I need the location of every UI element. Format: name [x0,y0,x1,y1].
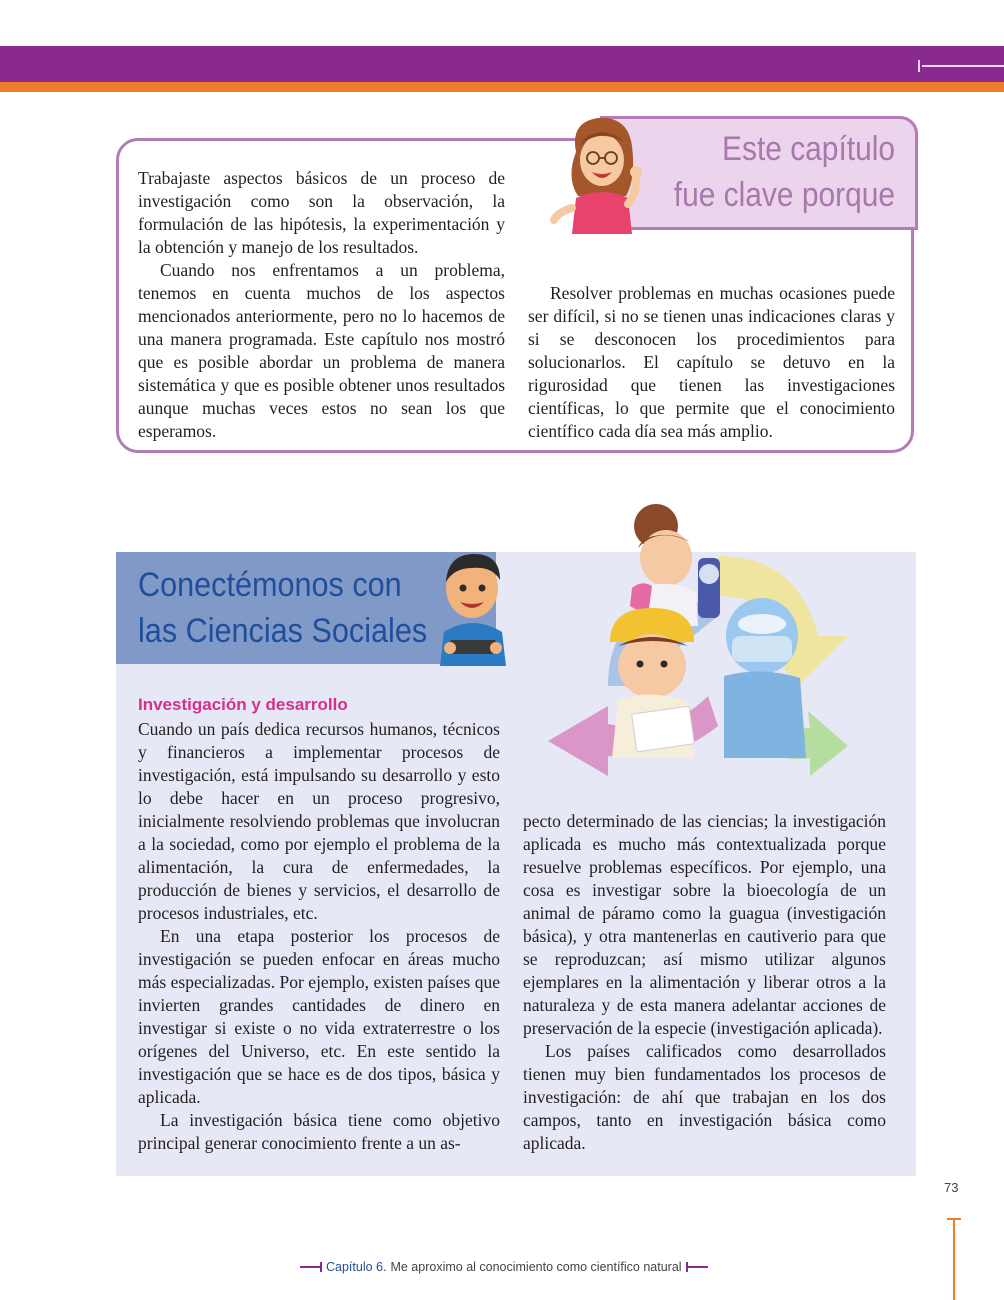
sociales-right-paragraph-1: pecto determinado de las ciencias; la investigación aplicada es mucho más contextualizada porque resuelve problemas específicos. Por ejemplo, una cosa es investigar sobre la bioecología de un animal de páramo como la guagua (investigación básica), y otra mantenerlas en cautiverio para que se reproduzcan; así mismo utilizar algunos ejemplares en la alimentación y liberar otros a la naturaleza y de esta manera adelantar acciones de preservación de la especie (investigación aplicada). [523,811,886,1038]
header-tick-line [922,65,1004,67]
sociales-right-paragraph-2: Los países calificados como desarrollados tienen muy bien fundamentados los procesos de investigación: de ahí que trabajan en los dos campos, tanto en investigación básica como aplicada. [523,1041,886,1153]
page-number: 73 [944,1180,959,1195]
footer-title: Me aproximo al conocimiento como científico natural [390,1260,682,1274]
sociales-right-column [523,810,886,1155]
sociales-subheading: Investigación y desarrollo [138,695,348,714]
sociales-left-paragraph-3: La investigación básica tiene como objetivo principal generar conocimiento frente a un as- [138,1110,500,1153]
footer-chapter: Capítulo 6. [326,1260,387,1274]
side-line [953,1218,955,1300]
clave-title: Este capítulo fue clave porque [673,130,895,214]
header-purple-bar [0,46,1004,82]
clave-left-paragraph-1: Trabajaste aspectos básicos de un proceso de investigación como son la observación, la formulación de las hipótesis, la experimentación y la obtención y manejo de los resultados. [138,168,505,257]
boy-reading-icon [436,548,512,670]
clave-left-paragraph-2: Cuando nos enfrentamos a un problema, tenemos en cuenta muchos de los aspectos mencionados anteriormente, pero no lo hacemos de una manera programada. Este capítulo nos mostró que es posible abordar un problema de manera sistemática y que es posible obtener unos resultados aunque muchas veces estos no sean los que esperamos. [138,260,505,441]
teacher-girl-icon [548,112,658,234]
footer-line-right [686,1266,708,1268]
clave-right-paragraph-1: Resolver problemas en muchas ocasiones puede ser difícil, si no se tienen unas indicaciones claras y si se desconocen los procedimientos para solucionarlos. El capítulo se detuvo en la rigurosidad que tienen las investigaciones científicas, lo que permite que el conocimiento científico cada día sea más amplio. [528,283,895,441]
clave-right-column [528,282,895,443]
sociales-title: Conectémonos con las Ciencias Sociales [138,566,428,650]
sociales-left-column [138,718,500,1155]
sociales-left-paragraph-2: En una etapa posterior los procesos de investigación se pueden enfocar en áreas mucho más especializadas. Por ejemplo, existen países que invierten grandes cantidades de dinero en investigar si existe o no vida extraterrestre o los orígenes del Universo, etc. En este sentido la investigación que se hace es de dos tipos, básica y aplicada. [138,926,500,1107]
scientists-illustration-icon [548,496,918,786]
header-orange-bar [0,82,1004,92]
clave-left-column [138,167,505,443]
header-tick-cap [918,60,920,72]
footer [300,1260,740,1274]
footer-line-left [300,1266,322,1268]
sociales-left-paragraph-1: Cuando un país dedica recursos humanos, técnicos y financieros a implementar procesos de investigación, está impulsando su desarrollo y esto lo debe hacer en un proceso progresivo, inicialmente resolviendo problemas que involucran a la sociedad, como por ejemplo el problema de la alimentación, la cura de enfermedades, la producción de bienes y servicios, el desarrollo de procesos industriales, etc. [138,719,500,923]
